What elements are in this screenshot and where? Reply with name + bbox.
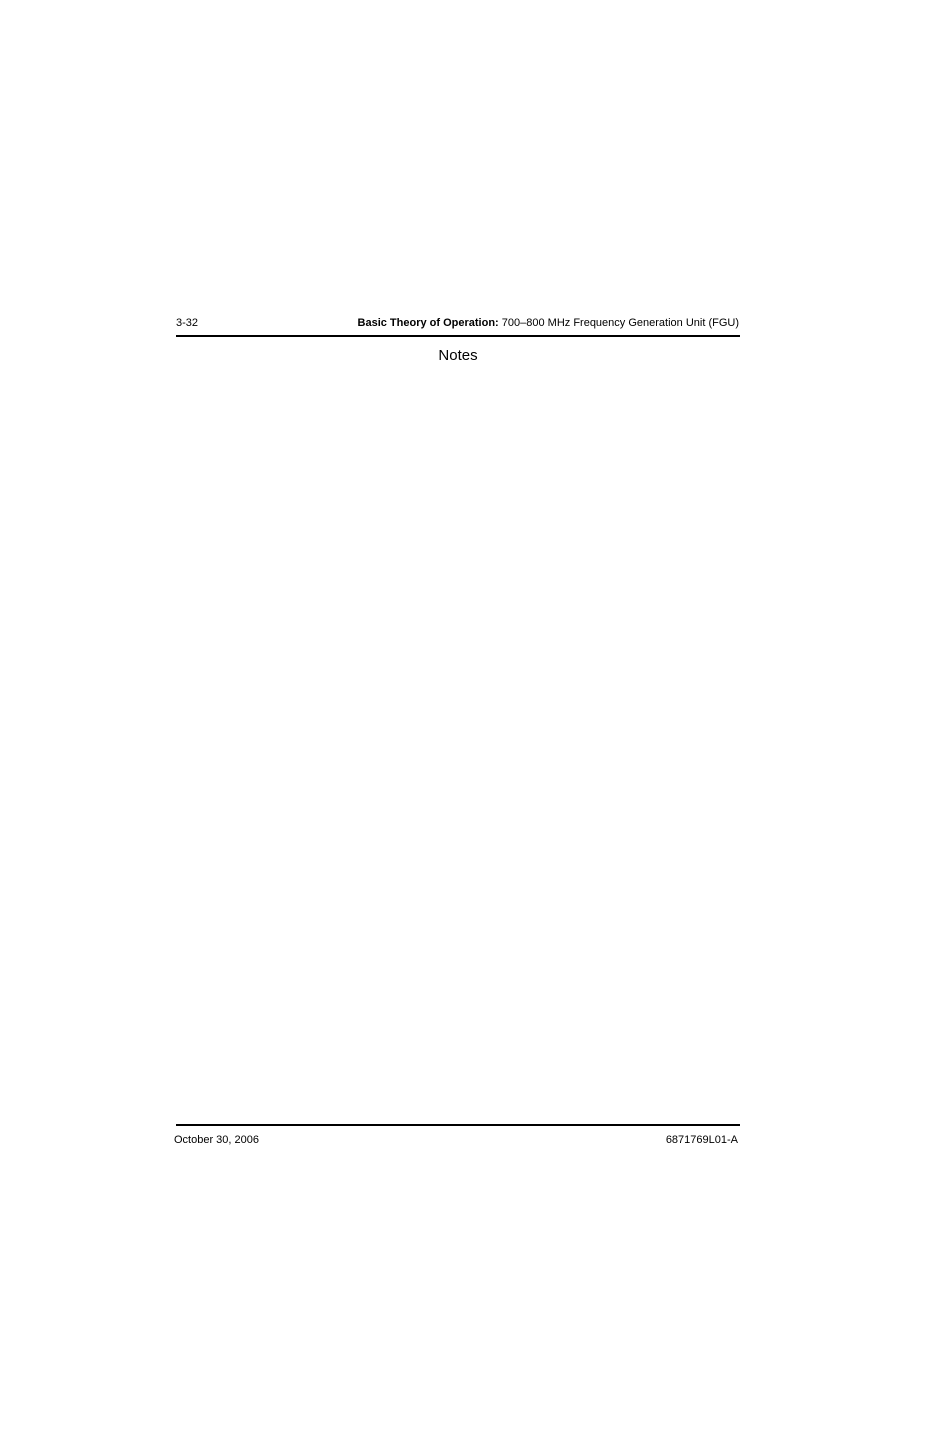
running-header-subtitle: 700–800 MHz Frequency Generation Unit (FGU) [498, 317, 739, 329]
footer-document-number: 6871769L01-A [665, 1134, 738, 1146]
footer-date: October 30, 2006 [174, 1134, 260, 1146]
running-header-section-title: Basic Theory of Operation: [357, 317, 499, 329]
page-title: Notes [438, 347, 478, 364]
header-divider [176, 335, 740, 337]
footer-divider [176, 1124, 740, 1126]
running-header [358, 316, 739, 330]
page-number: 3-32 [176, 317, 199, 329]
